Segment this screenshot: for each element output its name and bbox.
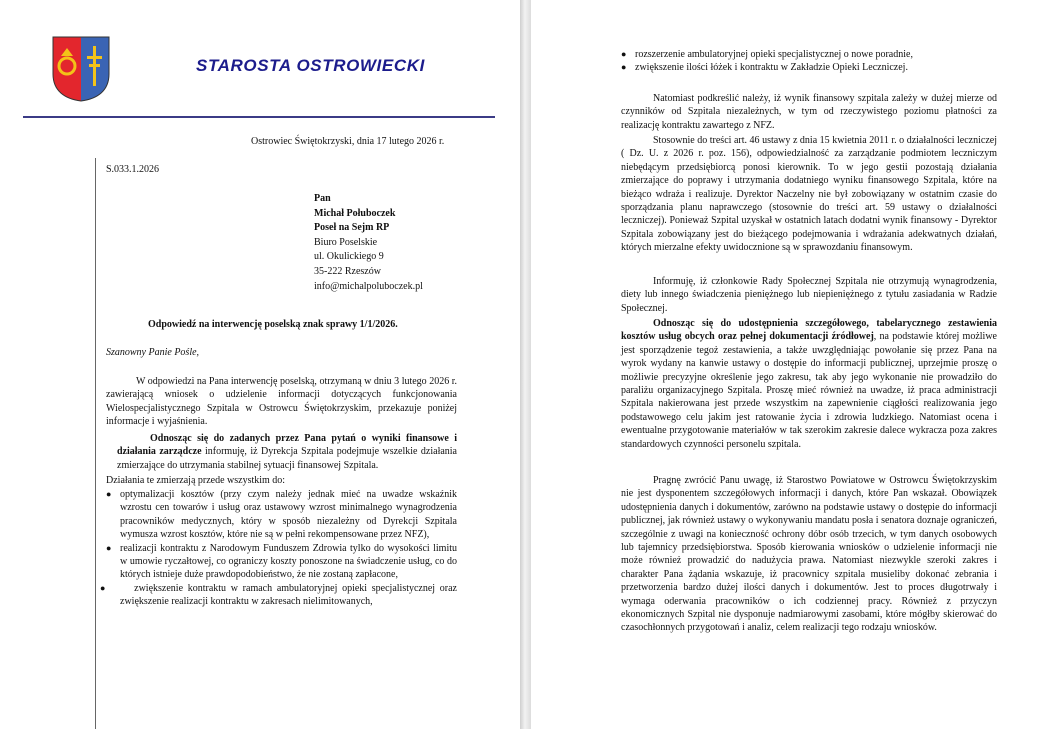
page-gap xyxy=(520,0,531,729)
bullet-icon: ● xyxy=(621,49,627,59)
recipient-email[interactable]: info@michalpoluboczek.pl xyxy=(314,280,423,292)
right-paragraph-1: Natomiast podkreślić należy, iż wynik finansowy szpitala zależy w dużej mierze od czynników od Szpitala niezależnych, w tym od rzeczywistego poziomu płatności za realizację kontraktu zawartego z NFZ. xyxy=(621,93,997,131)
recipient-city: 35-222 Rzeszów xyxy=(314,265,381,277)
subject-line: Odpowiedź na interwencję poselską znak sprawy 1/1/2026. xyxy=(148,319,398,330)
bullet-list-left xyxy=(100,488,460,609)
bullet-list-right xyxy=(621,48,975,75)
place-date: Ostrowiec Świętokrzyski, dnia 17 lutego 2026 r. xyxy=(251,136,445,147)
right-paragraph-3: Informuję, iż członkowie Rady Społecznej Szpitala nie otrzymują wynagrodzenia, diety lub innego świadczenia pieniężnego lub niepieniężnego z tytułu zasiadania w Radzie Społecznej. xyxy=(621,276,997,314)
reference-number: S.033.1.2026 xyxy=(106,164,160,175)
letter-page-2 xyxy=(531,0,1042,729)
list-item: ● zwiększenie kontraktu w ramach ambulatoryjnej opieki specjalistycznej oraz zwiększenie realizacji kontraktu w zakresach nielimitowanych, xyxy=(100,582,460,608)
recipient-title: Poseł na Sejm RP xyxy=(314,222,390,234)
recipient-street: ul. Okulickiego 9 xyxy=(314,251,384,263)
paragraph-2 xyxy=(117,432,457,472)
paragraph-2-bold: Odnosząc się do zadanych przez Pana pytań o wyniki finansowe i działania zarządcze xyxy=(117,433,457,458)
right-paragraph-4-bold: Odnosząc się do udostępnienia szczegółowego, tabelarycznego zestawienia kosztów usług obcych oraz pełnej dokumentacji źródłowej xyxy=(621,318,997,343)
bullet-icon: ● xyxy=(100,582,106,593)
list-item: ● realizacji kontraktu z Narodowym Funduszem Zdrowia tylko do wysokości limitu w umowie ryczałtowej, co ograniczy koszty ponoszone na świadczenie usług, co do których istnieje duże prawdopodobieństwo, że nie zostaną zapłacone, xyxy=(106,542,457,581)
header-divider xyxy=(23,116,495,118)
bullet-icon: ● xyxy=(621,62,627,73)
paragraph-1: W odpowiedzi na Pana interwencję poselską, otrzymaną w dniu 3 lutego 2026 r. zawierającą wniosek o udzielenie informacji dotyczących funkcjonowania Wielospecjalistycznego Szpitala w Ostrowcu Świętokrzyskim, przekazuje poniżej informacje i wyjaśnienia. xyxy=(106,376,457,428)
salutation: Szanowny Panie Pośle, xyxy=(106,347,200,358)
list-item: ● optymalizacji kosztów (przy czym należy jednak mieć na uwadze wskaźnik wzrostu cen towarów i usług oraz ustawowy wzrost minimalnego wynagrodzenia pracowników medycznych, który w sposób niezależny od Dyrekcji Szpitala wymusza wzrost kosztów, które nie są w pełni rekompensowane przez NFZ), xyxy=(106,489,457,541)
right-paragraph-2: Stosownie do treści art. 46 ustawy z dnia 15 kwietnia 2011 r. o działalności leczniczej ( Dz. U. z 2026 r. poz. 156), odpowiedzialność za zarządzanie podmiotem leczniczym niebędącym przedsiębiorcą ponosi kierownik. To w jego gestii pozostają działania zmierzające do poprawy i utrzymania dodatniego wyniku finansowego Szpitala, które na bieżąco wdraża i realizuje. Dyrektor Naczelny nie był zobowiązany w ostatnim czasie do sporządzania planu naprawczego (stosownie do treści art. 59 ustawy o działalności leczniczej). Ponieważ Szpital uzyskał w ostatnich latach dodatni wynik finansowy - Dyrektor Szpitala zobowiązany jest do bieżącego podejmowania i wdrażania adekwatnych działań, których mierzalne efekty uwidocznione są w sprawozdaniu finansowym. xyxy=(621,135,997,254)
recipient-name: Michał Połuboczek xyxy=(314,207,396,219)
recipient-line: Pan xyxy=(314,193,331,204)
bullet-icon: ● xyxy=(106,542,112,553)
margin-rule xyxy=(95,158,96,729)
right-paragraph-5: Pragnę zwrócić Panu uwagę, iż Starostwo Powiatowe w Ostrowcu Świętokrzyskim nie jest dysponentem szczegółowych informacji i danych, które Pan wskazał. Obowiązek udostępnienia danych i dokumentów, zarówno na podstawie ustawy o dostępie do informacji publicznej, jak również ustawy o wykonywaniu mandatu posła i senatora doznaje ograniczeń, szczególnie z uwagi na konieczność ochrony dóbr osób trzecich, w tym danych osobowych lub tajemnicy przedsiębiorstwa. Sposób kierowania wniosków o udzielenie informacji nie może również prowadzić do nadużycia prawa. Natomiast niezwykle szeroki zakres i charakter Pana żądania wskazuje, iż pracownicy szpitala musieliby dokonać zebrania i przetworzenia bardzo dużej ilości danych i dokumentów. Jest to proces długotrwały i wymaga oderwania pracowników o ich codziennej pracy. Również z przyczyn ekonomicznych Szpital nie dysponuje nadmiarowymi zasobami, które mógłby skierować do czasochłonnych przygotowań i analiz, celem realizacji tego rodzaju wniosków. xyxy=(621,475,997,634)
right-paragraph-4 xyxy=(621,317,997,451)
paragraph-3: Działania te zmierzają przede wszystkim do: xyxy=(106,475,286,486)
coat-of-arms-icon xyxy=(52,36,110,102)
recipient-block xyxy=(314,192,423,294)
list-item: ● rozszerzenie ambulatoryjnej opieki specjalistycznej o nowe poradnie, xyxy=(621,49,913,60)
letter-page-1 xyxy=(0,0,520,729)
bullet-icon: ● xyxy=(106,489,112,499)
page-title: STAROSTA OSTROWIECKI xyxy=(196,56,425,75)
list-item: ● zwiększenie ilości łóżek i kontraktu w Zakładzie Opieki Leczniczej. xyxy=(621,62,908,74)
recipient-office: Biuro Poselskie xyxy=(314,236,378,248)
right-paragraph-4-text: , na podstawie której możliwe jest sporządzenie tegoż zestawienia, a także uwzględniając powołanie się przez Pana na wyrok wydany na kanwie ustawy o dostępie do informacji publicznej, uprzejmie proszę o możliwie precyzyjne określenie jego zakresu, tak aby jego wykonanie nie prowadziło do paraliżu organizacyjnego Szpitala. Proszę mieć również na uwadze, iż praca administracji Szpitala nakierowana jest przede wszystkim na zapewnienie ciągłości realizowania jego podstawowego celu jakim jest ratowanie życia i zdrowia ludzkiego. Natomiast ocena i ewentualne przygotowanie materiałów w tak szerokim zakresie dalece wykracza poza zakres standardowych czynności personelu szpitala. xyxy=(621,331,997,450)
paragraph-2-text: informuję, iż Dyrekcja Szpitala podejmuje wszelkie działania zmierzające do utrzymania stabilnej sytuacji finansowej Szpitala. xyxy=(117,446,457,471)
